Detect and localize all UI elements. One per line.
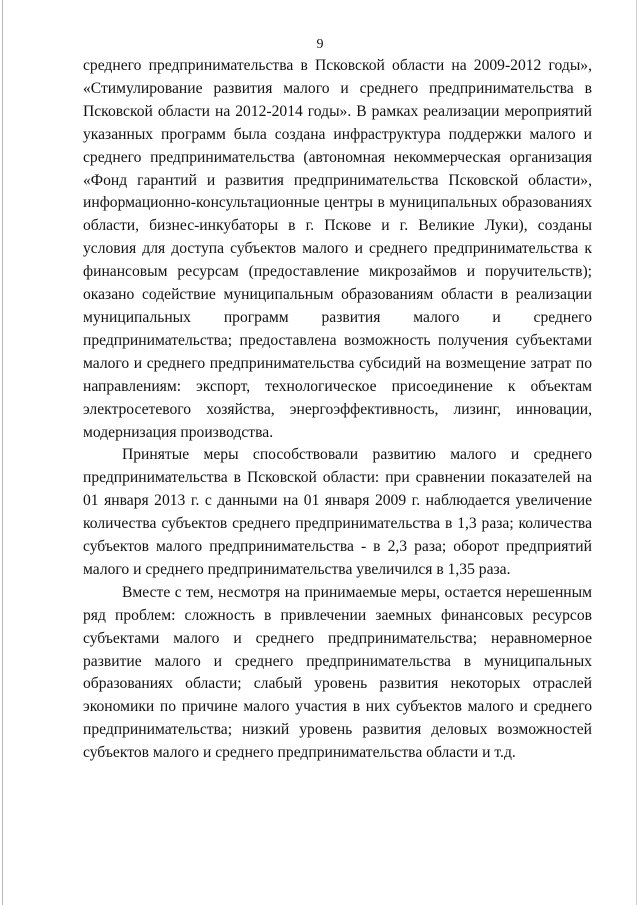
paragraph-problems: Вместе с тем, несмотря на принимаемые меры, остается нерешенным ряд проблем: сложность в привлечении заемных финансовых ресурсов субъектами малого и среднего предпринимательства; неравномерное развитие малого и среднего предпринимательства в муниципальных образованиях области; слабый уровень развития некоторых отраслей экономики по причине малого участия в них субъектов малого и среднего предпринимательства; низкий уровень развития деловых возможностей субъектов малого и среднего предпринимательства области и т.д. bbox=[83, 583, 592, 762]
page-number: 9 bbox=[316, 37, 324, 52]
paragraph-continuation: среднего предпринимательства в Псковской области на 2009-2012 годы», «Стимулирование развития малого и среднего предпринимательства в Псковской области на 2012-2014 годы». В рамках реализации мероприятий указанных программ была создана инфраструктура поддержки малого и среднего предпринимательства (автономная некоммерческая организация «Фонд гарантий и развития предпринимательства Псковской области», информационно-консультационные центры в муниципальных образованиях области, бизнес-инкубаторы в г. Пскове и г. Великие Луки), созданы условия для доступа субъектов малого и среднего предпринимательства к финансовым ресурсам (предоставление микрозаймов и поручительств); оказано содействие муниципальным образованиям области в реализации муниципальных программ развития малого и среднего предпринимательства; предоставлена возможность получения субъектами малого и среднего предпринимательства субсидий на возмещение затрат по направлениям: экспорт, технологическое присоединение к объектам электросетевого хозяйства, энергоэффективность, лизинг, инновации, модернизация производства. bbox=[83, 57, 592, 441]
scan-left-edge bbox=[2, 0, 3, 905]
document-body bbox=[83, 55, 592, 765]
paragraph-results: Принятые меры способствовали развитию малого и среднего предпринимательства в Псковской области: при сравнении показателей на 01 января 2013 г. с данными на 01 января 2009 г. наблюдается увеличение количества субъектов среднего предпринимательства в 1,3 раза; количества субъектов малого предпринимательства - в 2,3 раза; оборот предприятий малого и среднего предпринимательства увеличился в 1,35 раза. bbox=[83, 446, 592, 578]
scan-right-edge bbox=[636, 0, 637, 905]
